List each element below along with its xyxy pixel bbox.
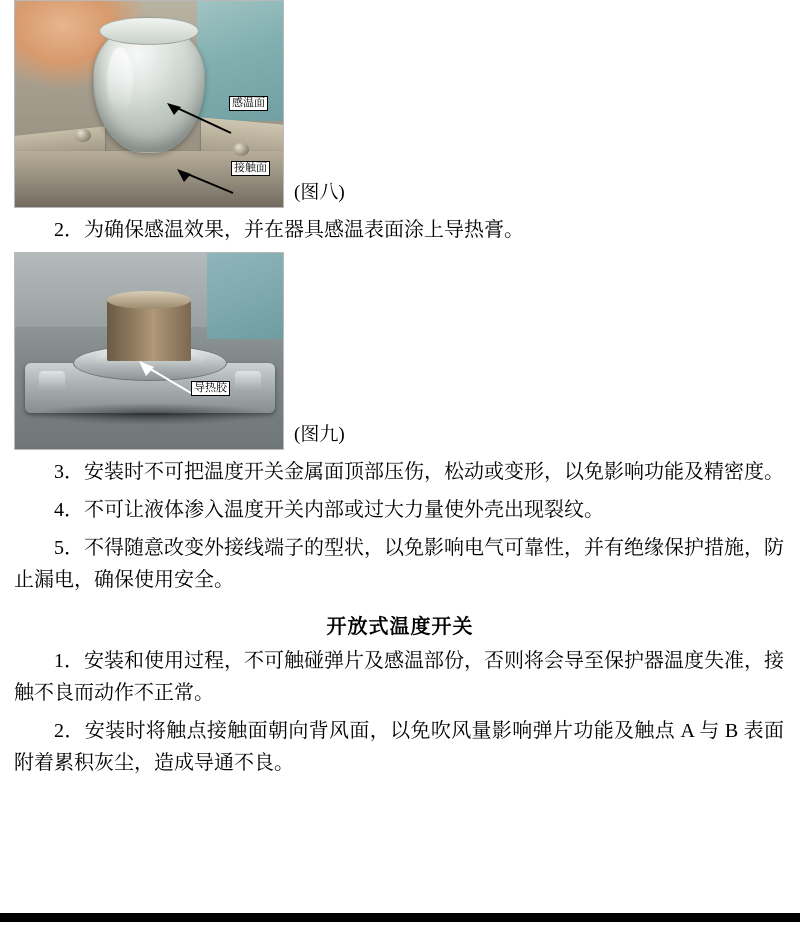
photo-sensor-disc-top: [99, 17, 199, 45]
paragraph-open-2: [0, 715, 800, 779]
paragraph-open-1-text: 1．安装和使用过程，不可触碰弹片及感温部份，否则将会导至保护器温度失准，接触不良而动作不正常。: [14, 650, 784, 704]
photo-specular-highlight: [107, 47, 133, 117]
paragraph-item-3-text: 3．安装时不可把温度开关金属面顶部压伤，松动或变形，以免影响功能及精密度。: [54, 461, 784, 483]
photo-label-sensing-surface: 感温面: [229, 96, 268, 111]
photo-screw-right: [233, 143, 249, 156]
footer-rule: [0, 913, 800, 922]
paragraph-item-4: [0, 494, 800, 526]
photo-metal-base: [15, 151, 284, 208]
photo-label-thermal-adhesive: 导热胶: [191, 381, 230, 396]
paragraph-item-4-text: 4．不可让液体渗入温度开关内部或过大力量使外壳出现裂纹。: [54, 499, 604, 521]
figure-nine-photo: [14, 252, 284, 450]
callout-arrow-dao-re-jiao: [137, 361, 195, 397]
paragraph-item-2: [0, 214, 800, 246]
photo-switch-cap: [107, 291, 191, 309]
section-heading: 开放式温度开关: [326, 616, 474, 638]
figure-nine-row: [0, 252, 800, 450]
callout-arrow-wen-mian: [165, 103, 235, 137]
figure-eight-row: [0, 0, 800, 208]
photo-shadow: [31, 403, 271, 425]
photo-label-contact-surface: 接触面: [231, 161, 270, 176]
figure-eight-caption: (图八): [294, 182, 345, 203]
paragraph-item-5: [0, 532, 800, 596]
paragraph-open-2-text: 2．安装时将触点接触面朝向背风面，以免吹风量影响弹片功能及触点 A 与 B 表面附着累积灰尘，造成导通不良。: [14, 720, 784, 774]
paragraph-item-5-text: 5．不得随意改变外接线端子的型状，以免影响电气可靠性，并有绝缘保护措施，防止漏电，确保使用安全。: [14, 537, 784, 591]
figure-eight-photo: [14, 0, 284, 208]
paragraph-item-2-text: 2．为确保感温效果，并在器具感温表面涂上导热膏。: [54, 219, 524, 241]
callout-arrow-jie-chu-mian: [175, 169, 237, 197]
figure-nine-caption: (图九): [294, 424, 345, 445]
paragraph-open-1: [0, 645, 800, 709]
paragraph-item-3: [0, 456, 800, 488]
photo-background-teal-2: [207, 253, 283, 339]
photo-screw-left: [75, 129, 91, 142]
